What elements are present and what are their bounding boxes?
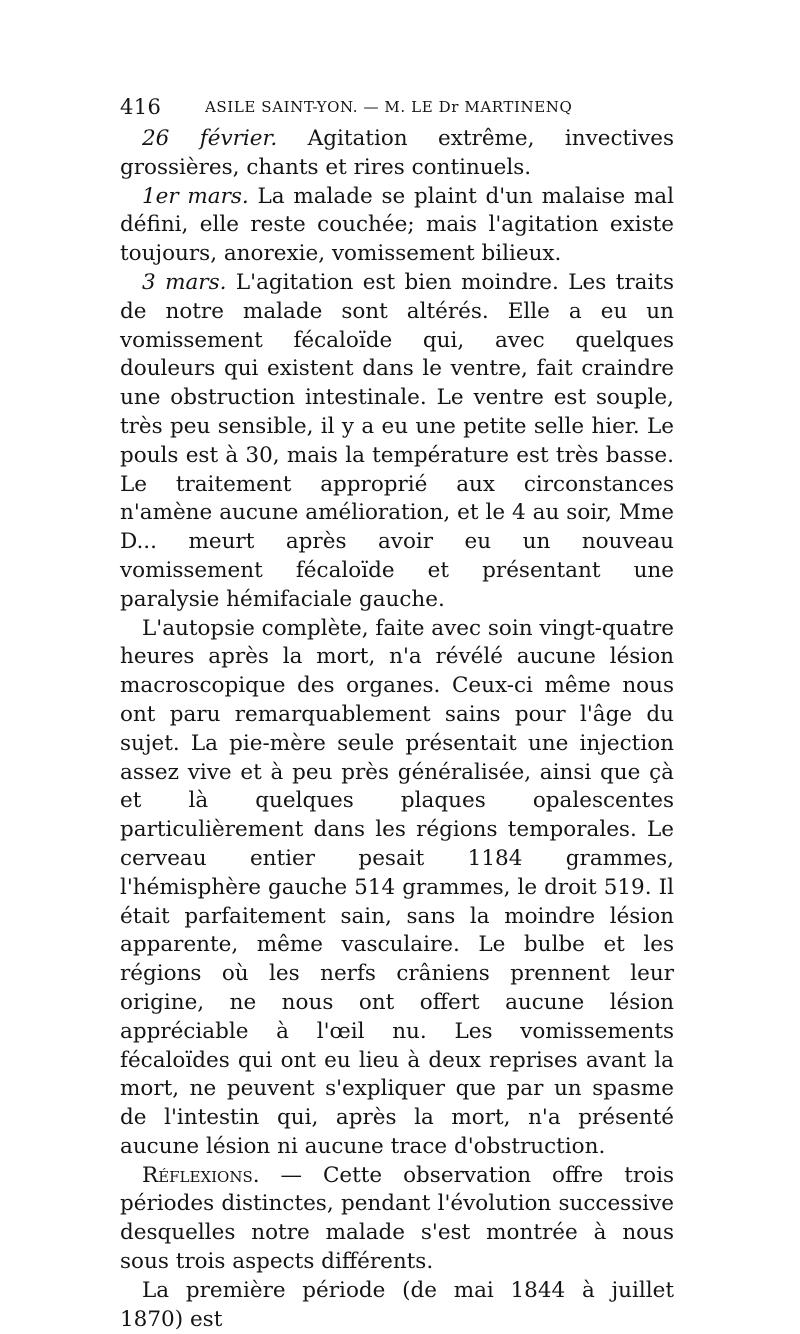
paragraph-text: — Cette observation offre trois périodes distinctes, pendant l'évolution successive desquelles notre malade s'est montrée à nous sous trois aspects différents.	[120, 1162, 674, 1275]
paragraph-feb-26	[120, 125, 674, 183]
paragraph-text: L'agitation est bien moindre. Les traits de notre malade sont altérés. Elle a eu un vomissement fécaloïde qui, avec quelques douleurs qui existent dans le ventre, fait craindre une obstruction intestinale. Le ventre est souple, très peu sensible, il y a eu une petite selle hier. Le pouls est à 30, mais la température est très basse. Le traitement approprié aux circonstances n'amène aucune amélioration, et le 4 au soir, Mme D... meurt après avoir eu un nouveau vomissement fécaloïde et présentant une paralysie hémifaciale gauche.	[120, 269, 674, 612]
section-lead: Réflexions.	[142, 1162, 260, 1188]
running-head: ASILE SAINT-YON. — M. LE Dr MARTINENQ	[205, 98, 573, 116]
paragraph-text: La première période (de mai 1844 à juillet 1870) est	[120, 1277, 674, 1332]
paragraph-mar-1	[120, 183, 674, 269]
paragraph-text: La malade se plaint d'un malaise mal défini, elle reste couchée; mais l'agitation existe toujours, anorexie, vomissement bilieux.	[120, 183, 674, 267]
paragraph-text: Agitation extrême, invectives grossières, chants et rires continuels.	[120, 126, 674, 180]
paragraph-autopsy	[120, 615, 674, 1162]
paragraph-first-period	[120, 1277, 674, 1334]
body-text	[120, 125, 674, 1334]
date-lead: 3 mars.	[142, 269, 227, 295]
paragraph-reflexions	[120, 1162, 674, 1277]
page-header	[120, 95, 685, 121]
paragraph-mar-3	[120, 269, 674, 615]
date-lead: 26 février.	[142, 126, 278, 151]
date-lead: 1er mars.	[142, 183, 249, 209]
paragraph-text: L'autopsie complète, faite avec soin vingt-quatre heures après la mort, n'a révélé aucune lésion macroscopique des organes. Ceux-ci même nous ont paru remarquablement sains pour l'âge du sujet. La pie-mère seule présentait une injection assez vive et à peu près généralisée, ainsi que çà et là quelques plaques opalescentes particulièrement dans les régions temporales. Le cerveau entier pesait 1184 grammes, l'hémisphère gauche 514 grammes, le droit 519. Il était parfaitement sain, sans la moindre lésion apparente, même vasculaire. Le bulbe et les régions où les nerfs crâniens prennent leur origine, ne nous ont offert aucune lésion appréciable à l'œil nu. Les vomissements fécaloïdes qui ont eu lieu à deux reprises avant la mort, ne peuvent s'expliquer que par un spasme de l'intestin qui, après la mort, n'a présenté aucune lésion ni aucune trace d'obstruction.	[120, 615, 674, 1159]
page-number: 416	[120, 95, 162, 119]
